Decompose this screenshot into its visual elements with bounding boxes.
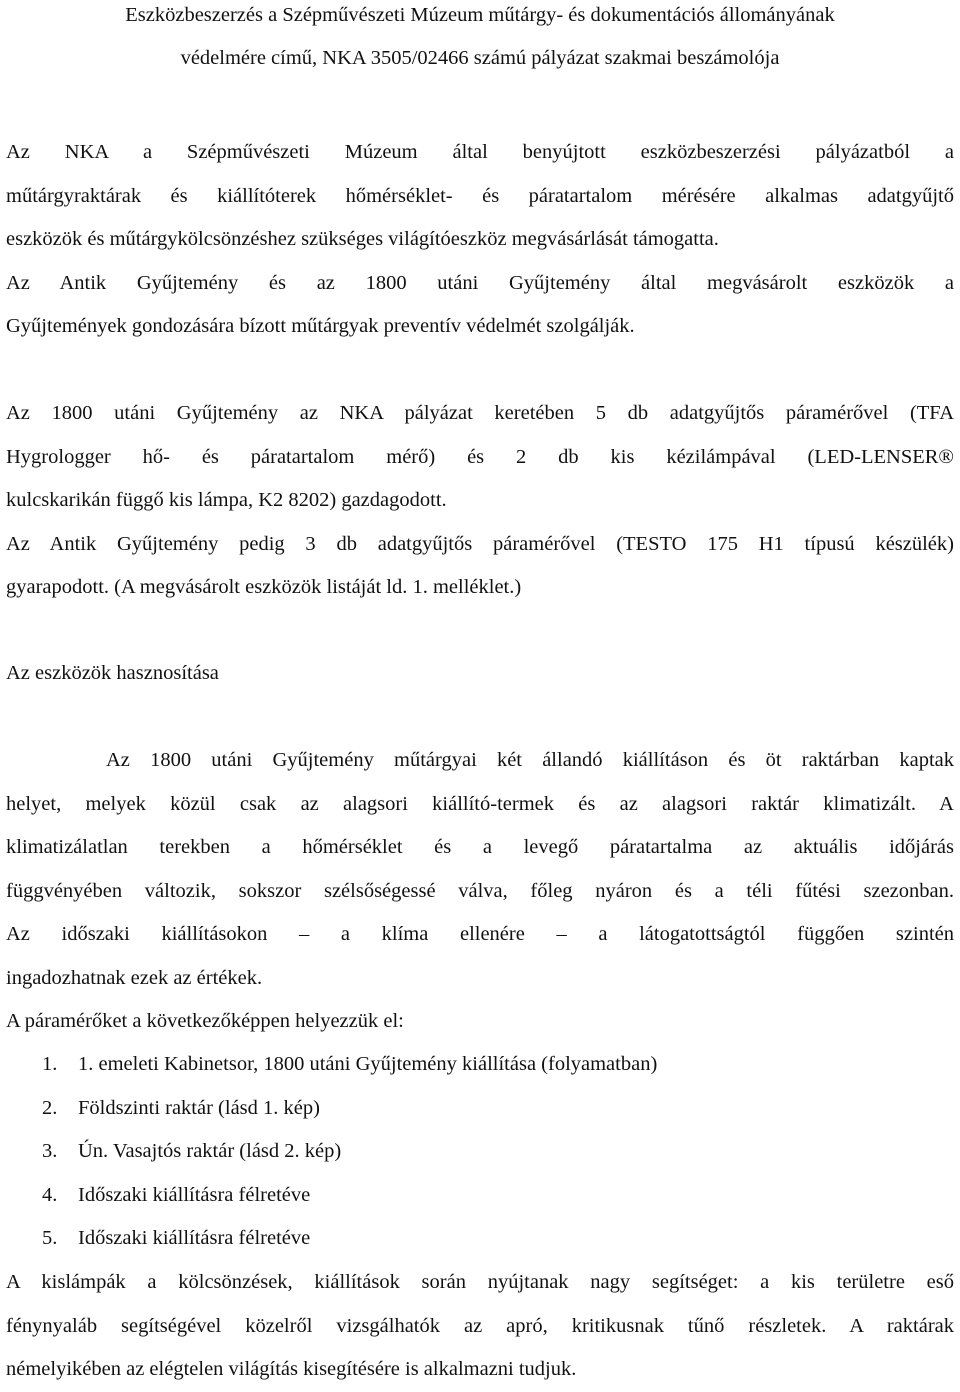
text-line: Az 1800 utáni Gyűjtemény műtárgyai két állandó kiállításon és öt raktárban kaptak bbox=[106, 749, 954, 771]
text-line: Gyűjtemények gondozására bízott műtárgyak preventív védelmét szolgálják. bbox=[6, 315, 635, 337]
text-line: gyarapodott. (A megvásárolt eszközök listáját ld. 1. melléklet.) bbox=[6, 576, 522, 598]
list-item bbox=[42, 1174, 657, 1218]
text-line: Az Antik Gyűjtemény és az 1800 utáni Gyűjtemény által megvásárolt eszközök a bbox=[6, 271, 954, 294]
list-item bbox=[42, 1043, 657, 1087]
list-text: 1. emeleti Kabinetsor, 1800 utáni Gyűjtemény kiállítása (folyamatban) bbox=[78, 1053, 658, 1075]
list-text: Ún. Vasajtós raktár (lásd 2. kép) bbox=[78, 1140, 342, 1162]
text-line: Az Antik Gyűjtemény pedig 3 db adatgyűjtős páramérővel (TESTO 175 H1 típusú készülék) bbox=[6, 532, 954, 555]
text-line: A páramérőket a következőképpen helyezzük el: bbox=[6, 1010, 404, 1032]
text-line: kulcskarikán függő kis lámpa, K2 8202) gazdagodott. bbox=[6, 489, 447, 511]
usage-paragraph bbox=[6, 739, 954, 1044]
list-number: 2. bbox=[42, 1096, 58, 1119]
text-line: műtárgyraktárak és kiállítóterek hőmérséklet- és páratartalom mérésére alkalmas adatgyűjtő bbox=[6, 184, 954, 207]
list-number: 5. bbox=[42, 1227, 58, 1249]
text-line: A kislámpák a kölcsönzések, kiállítások során nyújtanak nagy segítséget: a kis területre eső bbox=[6, 1271, 954, 1293]
text-line: Hygrologger hő- és páratartalom mérő) és 2 db kis kézilámpával (LED-LENSER® bbox=[6, 445, 954, 468]
section-heading: Az eszközök hasznosítása bbox=[6, 662, 219, 684]
placement-list bbox=[42, 1043, 657, 1261]
intro-paragraph bbox=[6, 131, 954, 349]
text-line: Az időszaki kiállításokon – a klíma ellenére – a látogatottságtól függően szintén bbox=[6, 923, 954, 945]
document-title bbox=[6, 0, 954, 80]
list-text: Időszaki kiállításra félretéve bbox=[78, 1227, 311, 1249]
list-item bbox=[42, 1087, 657, 1131]
acquisition-paragraph bbox=[6, 392, 954, 610]
text-line: Az NKA a Szépművészeti Múzeum által benyújtott eszközbeszerzési pályázatból a bbox=[6, 141, 954, 163]
list-item bbox=[42, 1130, 657, 1174]
lamps-paragraph bbox=[6, 1261, 954, 1392]
text-line: fénynyaláb segítségével közelről vizsgálhatók az apró, kritikusnak tűnő részletek. A raktárak bbox=[6, 1314, 954, 1337]
text-line: helyet, melyek közül csak az alagsori kiállító-termek és az alagsori raktár klimatizált. A bbox=[6, 792, 954, 815]
title-line-1: Eszközbeszerzés a Szépművészeti Múzeum műtárgy- és dokumentációs állományának bbox=[125, 4, 835, 26]
list-number: 1. bbox=[42, 1053, 58, 1075]
text-line: klimatizálatlan terekben a hőmérséklet és a levegő páratartalma az aktuális időjárás bbox=[6, 836, 954, 858]
list-text: Földszinti raktár (lásd 1. kép) bbox=[78, 1096, 320, 1119]
text-line: függvényében változik, sokszor szélsőségessé válva, főleg nyáron és a téli fűtési szezonban. bbox=[6, 879, 954, 902]
text-line: ingadozhatnak ezek az értékek. bbox=[6, 966, 263, 989]
list-item bbox=[42, 1217, 657, 1261]
text-line: eszközök és műtárgykölcsönzéshez szükséges világítóeszköz megvásárlását támogatta. bbox=[6, 228, 719, 250]
title-line-2: védelmére című, NKA 3505/02466 számú pályázat szakmai beszámolója bbox=[180, 47, 780, 69]
text-line: Az 1800 utáni Gyűjtemény az NKA pályázat keretében 5 db adatgyűjtős páramérővel (TFA bbox=[6, 402, 954, 424]
list-number: 4. bbox=[42, 1183, 58, 1206]
list-text: Időszaki kiállításra félretéve bbox=[78, 1183, 311, 1206]
list-number: 3. bbox=[42, 1140, 58, 1162]
text-line: némelyikében az elégtelen világítás kisegítésére is alkalmazni tudjuk. bbox=[6, 1358, 577, 1380]
